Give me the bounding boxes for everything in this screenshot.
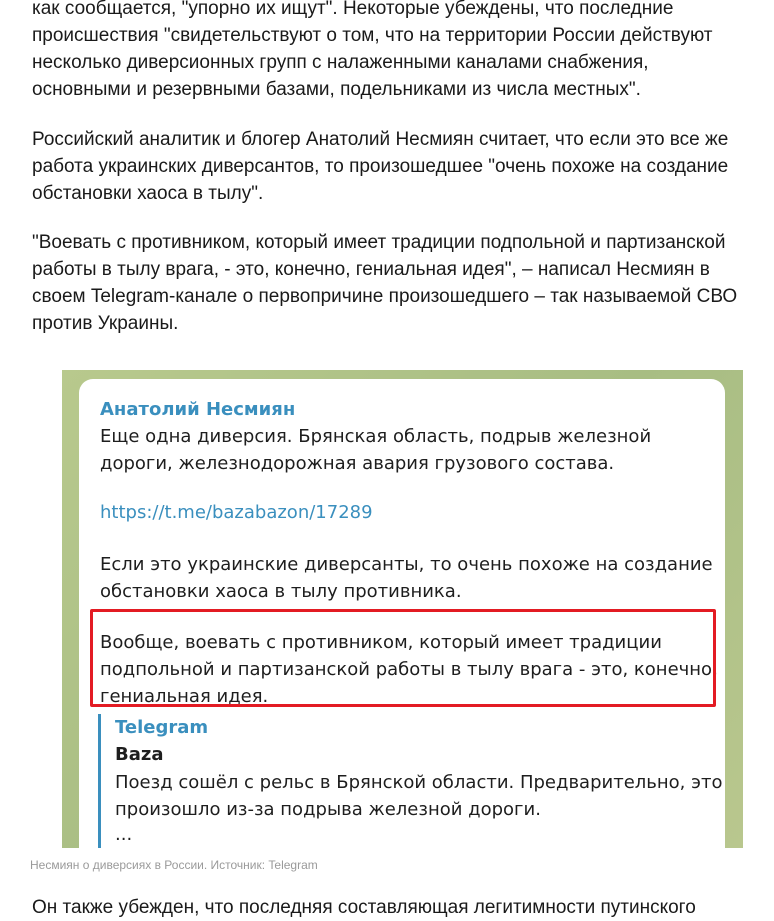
post-text-line: обстановки хаоса в тылу противника. bbox=[100, 581, 462, 602]
forward-text-line: Поезд сошёл с рельс в Брянской области. Предварительно, это bbox=[115, 772, 723, 793]
forward-source[interactable]: Telegram bbox=[115, 717, 209, 738]
text-line: происшествия "свидетельствуют о том, что на территории России действуют bbox=[32, 25, 713, 46]
text-line: работа украинских диверсантов, то произошедшее "очень похоже на создание bbox=[32, 156, 729, 177]
text-line: обстановки хаоса в тылу". bbox=[32, 183, 264, 204]
text-line: "Воевать с противником, который имеет традиции подпольной и партизанской bbox=[32, 232, 726, 253]
post-link[interactable]: https://t.me/bazabazon/17289 bbox=[100, 502, 373, 523]
text-line: против Украины. bbox=[32, 313, 179, 334]
text-line: своем Telegram-канале о первопричине произошедшего – так называемой СВО bbox=[32, 286, 738, 307]
forward-ellipsis: ... bbox=[115, 824, 133, 845]
paragraph-2 bbox=[32, 126, 744, 207]
highlight-box bbox=[90, 609, 716, 707]
image-caption: Несмиян о диверсиях в России. Источник: Telegram bbox=[30, 858, 318, 872]
forward-channel-name[interactable]: Baza bbox=[115, 744, 164, 765]
post-text-line: дороги, железнодорожная авария грузового состава. bbox=[100, 453, 615, 474]
highlighted-text-line: Вообще, воевать с противником, который имеет традиции bbox=[100, 632, 662, 653]
text-line: несколько диверсионных групп с налаженными каналами снабжения, bbox=[32, 52, 649, 73]
post-author[interactable]: Анатолий Несмиян bbox=[100, 399, 296, 420]
forward-quote-bar bbox=[98, 714, 101, 848]
post-text-line: Еще одна диверсия. Брянская область, подрыв железной bbox=[100, 426, 652, 447]
forward-text-line: произошло из-за подрыва железной дороги. bbox=[115, 799, 541, 820]
post-text-line: Если это украинские диверсанты, то очень похоже на создание bbox=[100, 554, 713, 575]
paragraph-3 bbox=[32, 229, 744, 337]
text-line: работы в тылу врага, - это, конечно, гениальная идея", – написал Несмиян в bbox=[32, 259, 710, 280]
text-line: основными и резервными базами, подельниками из числа местных". bbox=[32, 79, 641, 100]
paragraph-1 bbox=[32, 0, 744, 103]
text-line: Российский аналитик и блогер Анатолий Несмиян считает, что если это все же bbox=[32, 129, 729, 150]
text-line: Он также убежден, что последняя составляющая легитимности путинского bbox=[32, 897, 696, 918]
highlighted-text-line: гениальная идея. bbox=[100, 686, 269, 707]
paragraph-4 bbox=[32, 894, 744, 921]
text-line: как сообщается, "упорно их ищут". Некоторые убеждены, что последние bbox=[32, 0, 674, 19]
highlighted-text-line: подпольной и партизанской работы в тылу врага - это, конечно, bbox=[100, 659, 718, 680]
